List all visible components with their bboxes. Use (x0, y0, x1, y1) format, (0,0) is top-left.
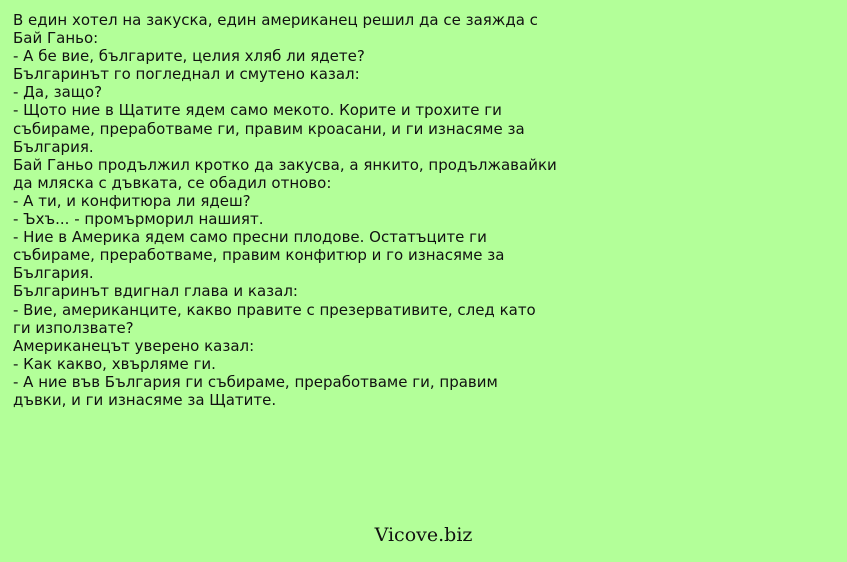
joke-line: - Ние в Америка ядем само пресни плодове. Остатъците ги (13, 228, 487, 247)
joke-line: - А бе вие, българите, целия хляб ли ядете? (13, 47, 365, 66)
joke-line: - Как какво, хвърляме ги. (13, 354, 216, 373)
joke-line: - А ние във България ги събираме, преработваме ги, правим (13, 372, 498, 391)
joke-line: България. (13, 264, 94, 283)
joke-line: да мляска с дъвката, се обадил отново: (13, 173, 332, 192)
joke-line: дъвки, и ги изнасяме за Щатите. (13, 390, 277, 409)
joke-line: България. (13, 137, 94, 156)
joke-line: - Да, защо? (13, 83, 103, 102)
joke-line: Бай Ганьо: (13, 29, 99, 48)
joke-line: В един хотел на закуска, един американец решил да се заяжда с (13, 11, 538, 29)
site-name: Vicove.biz (374, 524, 473, 546)
joke-text (13, 11, 833, 409)
joke-line: Българинът го погледнал и смутено казал: (13, 65, 360, 84)
joke-line: - Ъхъ... - промърморил нашият. (13, 210, 264, 229)
joke-line: - А ти, и конфитюра ли ядеш? (13, 191, 251, 210)
joke-line: Американецът уверено казал: (13, 336, 255, 355)
joke-line: събираме, преработваме ги, правим кроасани, и ги изнасяме за (13, 119, 525, 138)
joke-line: Българинът вдигнал глава и казал: (13, 282, 298, 301)
joke-line: Бай Ганьо продължил кротко да закусва, а янкито, продължавайки (13, 155, 557, 174)
joke-line: събираме, преработваме, правим конфитюр и го изнасяме за (13, 246, 505, 265)
joke-line: - Вие, американците, какво правите с презервативите, след като (13, 300, 536, 319)
joke-line: ги използвате? (13, 318, 134, 337)
joke-line: - Щото ние в Щатите ядем само мекото. Корите и трохите ги (13, 101, 502, 120)
